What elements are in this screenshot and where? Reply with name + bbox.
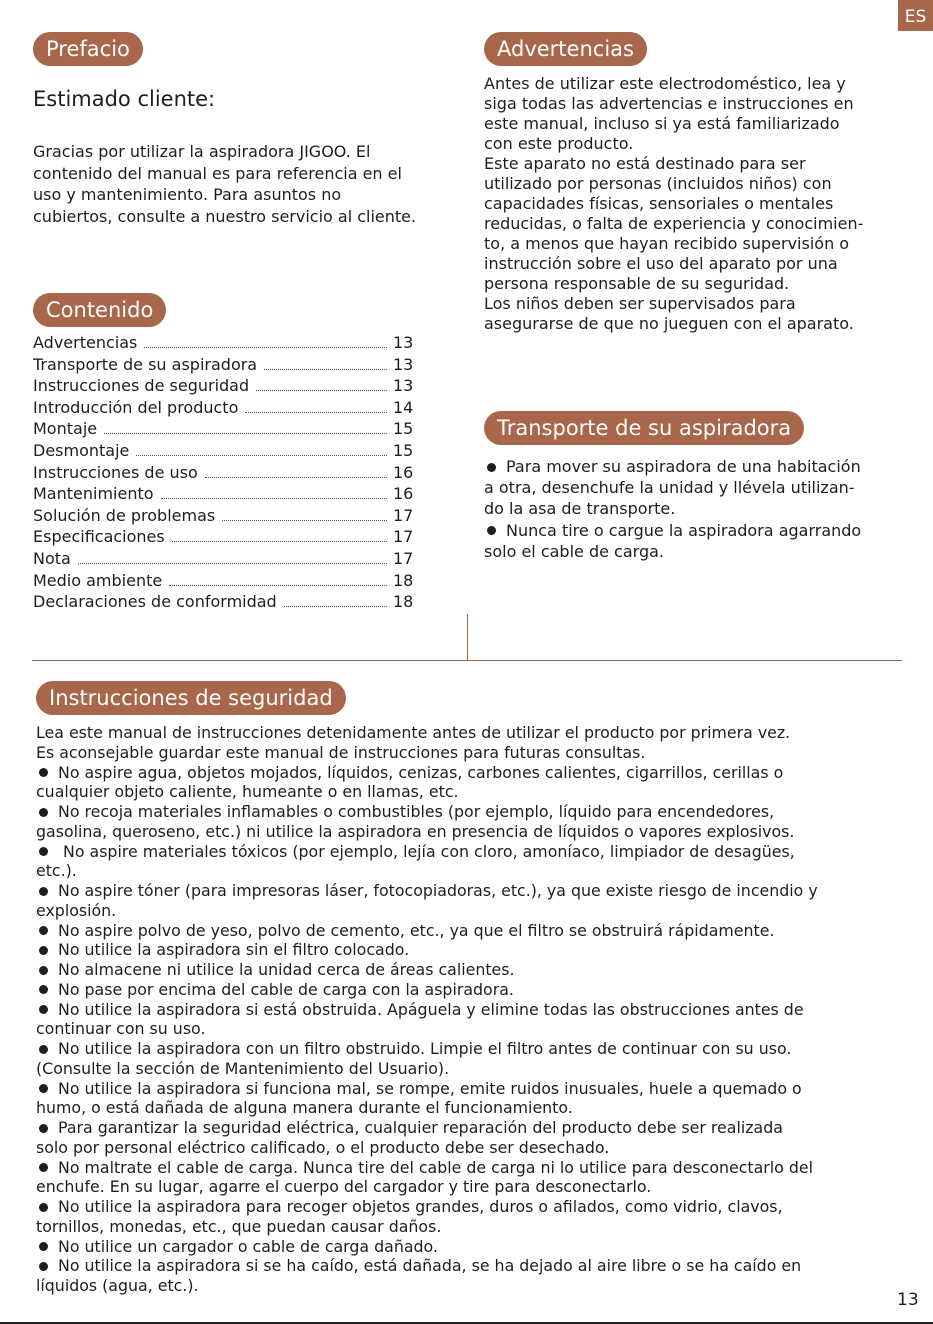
page-number: 13 [897,1290,919,1310]
safety-line-text: No utilice la aspiradora si funciona mal, se rompe, emite ruidos inusuales, huele a quemado o [58,1078,802,1098]
preface-line: Gracias por utilizar la aspiradora JIGOO. El [33,142,371,161]
toc-item-label: Instrucciones de uso [33,462,198,482]
warnings-line: siga todas las advertencias e instrucciones en [484,94,854,113]
safety-line [36,1098,906,1118]
bullet-icon [39,847,48,856]
safety-line-text: No recoja materiales inflamables o combustibles (por ejemplo, líquido para encendedores, [58,802,775,821]
safety-line [36,921,906,941]
bullet-icon [39,985,48,994]
toc-item-page: 18 [393,570,414,590]
preface-line: cubiertos, consulte a nuestro servicio al cliente. [33,206,417,226]
toc-item-page: 16 [393,484,414,504]
safety-line-text: continuar con su uso. [36,1019,206,1039]
toc-item-page: 17 [393,505,414,525]
transport-heading: Transporte de su aspiradora [484,411,804,445]
toc-leader-dots [104,433,387,434]
safety-line-text: líquidos (agua, etc.). [36,1276,199,1295]
bullet-icon [39,926,48,935]
toc-item-label: Desmontaje [33,440,130,460]
safety-line [36,763,906,783]
toc-item-page: 18 [393,592,414,612]
bullet-icon [39,1203,48,1212]
safety-line [36,1237,906,1257]
bullet-icon [39,1005,48,1014]
safety-line-text: explosión. [36,900,117,920]
contents-heading: Contenido [33,293,166,327]
bullet-icon [487,526,496,535]
safety-line [36,822,906,842]
table-of-contents [33,333,414,614]
safety-line-text: Lea este manual de instrucciones detenidamente antes de utilizar el producto por primera vez. [36,723,791,742]
transport-line-text: solo el cable de carga. [484,541,664,561]
bullet-icon [39,768,48,777]
safety-line [36,1158,906,1178]
toc-leader-dots [284,606,387,607]
transport-line [484,456,861,477]
transport-line [484,477,861,498]
transport-line-text: do la asa de transporte. [484,499,676,519]
toc-item [33,354,414,377]
language-tab: ES [898,0,933,31]
toc-item [33,440,414,463]
transport-line [484,498,861,519]
safety-line-text: tornillos, monedas, etc., que puedan causar daños. [36,1216,442,1236]
warnings-line: reducidas, o falta de experiencia y conocimien- [484,214,864,233]
toc-item [33,592,414,614]
safety-line-text: No utilice un cargador o cable de carga dañado. [58,1236,438,1256]
toc-item-label: Medio ambiente [33,570,163,590]
safety-line [36,802,906,822]
warnings-line: to, a menos que hayan recibido supervisión o [484,234,850,253]
warnings-line: con este producto. [484,134,634,153]
bullet-icon [39,808,48,817]
safety-line [36,960,906,980]
transport-line-text: Nunca tire o cargue la aspiradora agarrando [506,520,862,540]
toc-item-label: Solución de problemas [33,505,216,525]
safety-line-text: No aspire tóner (para impresoras láser, fotocopiadoras, etc.), ya que existe riesgo de incendio y [58,881,818,900]
greeting: Estimado cliente: [33,87,216,111]
toc-leader-dots [78,563,387,564]
toc-item-label: Introducción del producto [33,397,239,417]
section-divider [32,660,902,661]
toc-leader-dots [256,390,387,391]
toc-item-page: 13 [393,354,414,374]
bullet-icon [39,1163,48,1172]
transport-text [484,456,861,562]
safety-line [36,1138,906,1158]
toc-item [33,505,414,528]
transport-line-text: a otra, desenchufe la unidad y llévela utilizan- [484,478,855,498]
safety-line-text: No utilice la aspiradora si está obstruida. Apáguela y elimine todas las obstrucciones antes de [58,999,804,1019]
safety-line-text: No utilice la aspiradora con un filtro obstruido. Limpie el filtro antes de continuar con su uso. [58,1039,792,1058]
warnings-text [484,74,863,334]
toc-leader-dots [205,477,387,478]
toc-item [33,462,414,485]
toc-item-page: 17 [393,548,414,568]
toc-leader-dots [245,412,387,413]
toc-leader-dots [136,455,387,456]
safety-line [36,1256,906,1276]
safety-line-text: No aspire agua, objetos mojados, líquidos, cenizas, carbones calientes, cigarrillos, cerillas o [58,762,784,782]
toc-item [33,570,414,593]
warnings-line: Este aparato no está destinado para ser [484,154,806,173]
preface-line: contenido del manual es para referencia en el [33,163,402,183]
toc-leader-dots [169,585,387,586]
toc-item [33,527,414,549]
warnings-line: Antes de utilizar este electrodoméstico, lea y [484,74,846,93]
bullet-icon [39,1124,48,1133]
bullet-icon [39,1084,48,1093]
toc-item-label: Advertencias [33,333,138,352]
safety-line-text: No aspire materiales tóxicos (por ejemplo, lejía con cloro, amoníaco, limpiador de desagües, [58,841,795,861]
toc-item-page: 13 [393,333,414,352]
warnings-line: instrucción sobre el uso del aparato por una [484,254,838,273]
safety-line [36,782,906,802]
safety-line-text: Es aconsejable guardar este manual de instrucciones para futuras consultas. [36,742,646,762]
bullet-icon [487,463,496,472]
toc-item [33,484,414,506]
safety-line-text: No aspire polvo de yeso, polvo de cemento, etc., ya que el filtro se obstruirá rápidamente. [58,920,775,940]
bullet-icon [39,966,48,975]
toc-leader-dots [264,369,387,370]
safety-line-text: No almacene ni utilice la unidad cerca de áreas calientes. [58,960,515,979]
safety-line [36,1197,906,1217]
toc-item-page: 15 [393,419,414,439]
safety-line-text: Para garantizar la seguridad eléctrica, cualquier reparación del producto debe ser realizada [58,1118,783,1137]
toc-item-label: Especificaciones [33,527,165,547]
toc-item [33,397,414,420]
safety-line [36,1177,906,1197]
toc-item [33,548,414,571]
column-divider [467,614,468,661]
toc-item [33,333,414,355]
preface-heading: Prefacio [33,32,143,66]
toc-item-label: Montaje [33,419,98,439]
toc-item-label: Instrucciones de seguridad [33,376,250,396]
safety-line-text: humo, o está dañada de alguna manera durante el funcionamiento. [36,1098,573,1118]
warnings-line: capacidades físicas, sensoriales o mentales [484,194,834,213]
bullet-icon [39,1045,48,1054]
toc-item-page: 15 [393,440,414,460]
safety-line [36,901,906,921]
transport-line [484,520,861,541]
safety-line [36,1118,906,1138]
safety-line-text: cualquier objeto caliente, humeante o en llamas, etc. [36,782,459,802]
safety-line [36,881,906,901]
safety-line [36,723,906,743]
safety-line-text: No utilice la aspiradora sin el filtro colocado. [58,940,410,960]
toc-item [33,376,414,398]
bullet-icon [39,1262,48,1271]
toc-item-page: 13 [393,376,414,396]
safety-line [36,1217,906,1237]
toc-item-label: Mantenimiento [33,484,154,504]
warnings-line: Los niños deben ser supervisados para [484,294,796,313]
safety-line [36,842,906,862]
safety-line-text: No pase por encima del cable de carga con la aspiradora. [58,979,514,999]
toc-leader-dots [144,347,387,348]
toc-item-label: Nota [33,548,71,568]
warnings-line: utilizado por personas (incluidos niños) con [484,174,832,193]
safety-line [36,1019,906,1039]
toc-leader-dots [172,541,387,542]
safety-text [36,723,906,1296]
toc-item-label: Transporte de su aspiradora [33,354,258,374]
toc-leader-dots [222,520,387,521]
safety-line [36,861,906,881]
safety-line [36,1276,906,1296]
safety-line [36,1000,906,1020]
safety-line-text: No maltrate el cable de carga. Nunca tire del cable de carga ni lo utilice para desconectarlo del [58,1157,813,1177]
safety-line-text: No utilice la aspiradora para recoger objetos grandes, duros o afilados, como vidrio, clavos, [58,1197,783,1216]
safety-line [36,743,906,763]
safety-line [36,940,906,960]
warnings-line: este manual, incluso si ya está familiarizado [484,114,840,133]
transport-line-text: Para mover su aspiradora de una habitación [506,457,861,476]
safety-line [36,1039,906,1059]
safety-line-text: (Consulte la sección de Mantenimiento del Usuario). [36,1058,450,1078]
preface-line: uso y mantenimiento. Para asuntos no [33,185,342,204]
warnings-line: asegurarse de que no jueguen con el aparato. [484,314,854,333]
bullet-icon [39,887,48,896]
safety-heading: Instrucciones de seguridad [36,681,346,715]
bullet-icon [39,1242,48,1251]
safety-line [36,1079,906,1099]
toc-item [33,419,414,441]
toc-item-page: 16 [393,462,414,482]
warnings-heading: Advertencias [484,32,647,66]
safety-line [36,1059,906,1079]
toc-leader-dots [161,498,387,499]
safety-line-text: gasolina, queroseno, etc.) ni utilice la aspiradora en presencia de líquidos o vapores explosivos. [36,821,795,841]
safety-line-text: enchufe. En su lugar, agarre el cuerpo del cargador y tire para desconectarlo. [36,1177,652,1197]
safety-line [36,980,906,1000]
safety-line-text: No utilice la aspiradora si se ha caído, está dañada, se ha dejado al aire libre o se ha caído en [58,1256,802,1276]
bullet-icon [39,946,48,955]
preface-text [33,141,416,227]
safety-line-text: etc.). [36,861,77,881]
toc-item-label: Declaraciones de conformidad [33,592,277,612]
warnings-line: persona responsable de su seguridad. [484,274,790,293]
transport-line [484,541,861,562]
safety-line-text: solo por personal eléctrico calificado, o el producto debe ser desechado. [36,1137,610,1157]
toc-item-page: 17 [393,527,414,547]
toc-item-page: 14 [393,397,414,417]
